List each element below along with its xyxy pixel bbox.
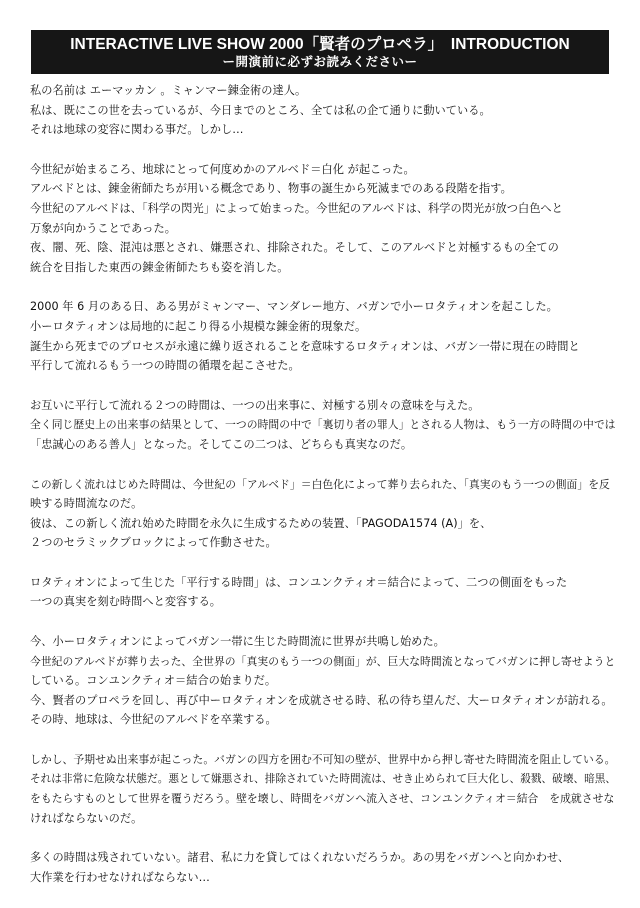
paragraph-7 <box>30 632 620 730</box>
page-title: INTERACTIVE LIVE SHOW 2000「賢者のプロペラ」 INTRODUCTION <box>70 36 570 53</box>
text-line: 多くの時間は残されていない。諸君、私に力を貸してはくれないだろうか。あの男をバガンへと向かわせ、 <box>30 851 570 865</box>
paragraph-3 <box>30 297 620 375</box>
text-line: 今世紀のアルベドが葬り去った、全世界の「真実のもう一つの側面」が、巨大な時間流となってバガンに押し寄せようと <box>30 654 616 668</box>
paragraph-4 <box>30 396 620 455</box>
text-line: 一つの真実を刻む時間へと変容する。 <box>30 595 222 609</box>
text-line: それは非常に危険な状態だ。悪として嫌悪され、排除されていた時間流は、せき止められて巨大化し、殺戮、破壊、暗黒、 <box>30 772 617 785</box>
paragraph-1 <box>30 81 620 140</box>
paragraph-8 <box>30 750 620 828</box>
title-banner <box>31 30 609 74</box>
paragraph-9 <box>30 848 620 887</box>
text-line: ロタティオンによって生じた「平行する時間」は、コンユンクティオ＝結合によって、二つの側面をもった <box>30 575 568 589</box>
paragraph-2 <box>30 160 620 278</box>
text-line: 統合を目指した東西の錬金術師たちも姿を消した。 <box>30 260 289 274</box>
text-line: している。コンユンクティオ＝結合の始まりだ。 <box>30 674 277 688</box>
text-line: 私は、既にこの世を去っているが、今日までのところ、全ては私の企て通りに動いている。 <box>30 103 491 117</box>
page-subtitle: ー開演前に必ずお読みくださいー <box>222 54 418 69</box>
text-line: 今世紀のアルベドは、「科学の閃光」によって始まった。今世紀のアルベドは、科学の閃光が放つ白色へと <box>30 201 563 215</box>
text-line: 「忠誠心のある善人」となった。そしてこの二つは、どちらも真実なのだ。 <box>30 437 413 451</box>
text-line: アルベドとは、錬金術師たちが用いる概念であり、物事の誕生から死滅までのある段階を指す。 <box>30 182 512 196</box>
paragraph-5 <box>30 475 620 553</box>
text-line: 誕生から死までのプロセスが永遠に繰り返されることを意味するロタティオンは、バガン一帯に現在の時間と <box>30 339 580 353</box>
text-line: 今、賢者のプロペラを回し、再び中ーロタティオンを成就させる時、私の待ち望んだ、大ーロタティオンが訪れる。 <box>30 693 613 707</box>
text-line: ければならないのだ。 <box>30 811 143 825</box>
text-line: その時、地球は、今世紀のアルベドを卒業する。 <box>30 713 277 727</box>
text-line: をもたらすものとして世界を覆うだろう。壁を壊し、時間をバガンへ流入させ、コンユンクティオ＝結合 を成就させな <box>30 792 615 806</box>
document-body <box>30 81 620 908</box>
text-line: ２つのセラミックブロックによって作動させた。 <box>30 536 277 550</box>
text-line: 私の名前は エーマッカン 。ミャンマー錬金術の達人。 <box>30 84 307 97</box>
text-line: 小ーロタティオンは局地的に起こり得る小規模な錬金術的現象だ。 <box>30 319 367 333</box>
text-line: 今、小ーロタティオンによってバガン一帯に生じた時間流に世界が共鳴し始めた。 <box>30 635 445 649</box>
text-line: 平行して流れるもう一つの時間の循環を起こさせた。 <box>30 359 300 373</box>
text-line: 彼は、この新しく流れ始めた時間を永久に生成するための装置、「PAGODA1574 (A)」を、 <box>30 516 492 530</box>
text-line: それは地球の変容に関わる事だ。しかし… <box>30 123 244 137</box>
text-line: 全く同じ歴史上の出来事の結果として、一つの時間の中で「裏切り者の罪人」とされる人物は、もう一方の時間の中では <box>30 418 616 432</box>
text-line: お互いに平行して流れる２つの時間は、一つの出来事に、対極する別々の意味を与えた。 <box>30 398 480 412</box>
text-line: 万象が向かうことであった。 <box>30 221 176 235</box>
text-line: 今世紀が始まるころ、地球にとって何度めかのアルベド＝白化 が起こった。 <box>30 162 415 176</box>
text-line: この新しく流れはじめた時間は、今世紀の「アルベド」＝白色化によって葬り去られた、「真実のもう一つの側面」を反 <box>30 477 610 491</box>
paragraph-6 <box>30 573 620 612</box>
text-line: 映する時間流なのだ。 <box>30 497 143 511</box>
text-line: 夜、闇、死、陰、混沌は悪とされ、嫌悪され、排除された。そして、このアルベドと対極するもの全ての <box>30 241 559 255</box>
text-line: 大作業を行わせなければならない… <box>30 871 210 884</box>
text-line: しかし、予期せぬ出来事が起こった。バガンの四方を囲む不可知の壁が、世界中から押し寄せた時間流を阻止している。 <box>30 753 616 767</box>
text-line: 2000 年 6 月のある日、ある男がミャンマー、マンダレー地方、バガンで小ーロタティオンを起こした。 <box>30 300 558 314</box>
